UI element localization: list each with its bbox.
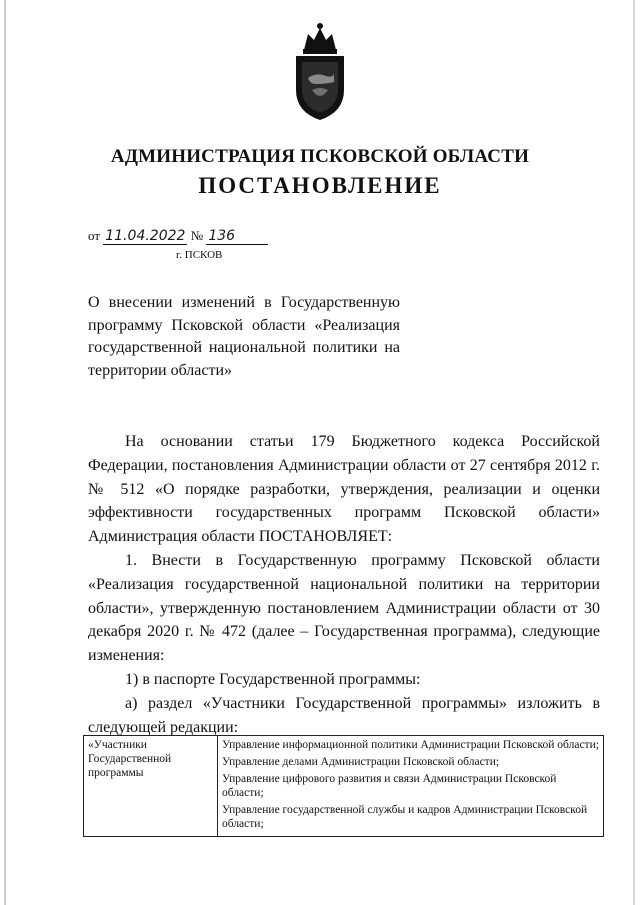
body-paragraph: На основании статьи 179 Бюджетного кодекса Российской Федерации, постановления Администрации области от 27 сентября 2012 г. № 512 «О порядке разработки, утверждения, реализации и оценки эффективности государственных программ Псковской области» Администрация области ПОСТАНОВЛЯЕТ: bbox=[88, 433, 600, 546]
body-paragraph: а) раздел «Участники Государственной программы» изложить в следующей редакции: bbox=[88, 694, 600, 736]
table-cell-label: «Участники Государственной программы bbox=[84, 736, 218, 837]
document-number: 136 bbox=[206, 228, 268, 245]
document-type-title: ПОСТАНОВЛЕНИЕ bbox=[198, 173, 442, 198]
document-subject: О внесении изменений в Государственную программу Псковской области «Реализация государственной национальной политики на территории области» bbox=[88, 294, 400, 379]
table-cell-participants bbox=[218, 736, 604, 837]
pskov-coat-of-arms-icon bbox=[286, 20, 354, 122]
list-item: Управление цифрового развития и связи Администрации Псковской области; bbox=[222, 773, 557, 799]
number-label: № bbox=[190, 228, 204, 243]
body-paragraph: 1. Внести в Государственную программу Псковской области «Реализация государственной национальной политики на территории области», утвержденную постановлением Администрации области от 30 декабря 2020 г. № 472 (далее – Государственная программа), следующие изменения: bbox=[88, 551, 600, 665]
scan-edge-right bbox=[633, 0, 635, 905]
scan-edge-left bbox=[4, 0, 6, 905]
table-row bbox=[84, 736, 604, 837]
document-date: 11.04.2022 bbox=[105, 228, 186, 244]
body-paragraph: 1) в паспорте Государственной программы: bbox=[125, 670, 421, 688]
city-label: г. ПСКОВ bbox=[176, 249, 223, 261]
list-item: Управление государственной службы и кадров Администрации Псковской области; bbox=[222, 804, 588, 830]
date-number-line bbox=[88, 228, 268, 245]
participants-table bbox=[83, 735, 604, 837]
from-label: от bbox=[88, 228, 101, 243]
document-body bbox=[88, 430, 600, 739]
list-item: Управление информационной политики Администрации Псковской области; bbox=[222, 739, 599, 751]
list-item: Управление делами Администрации Псковской области; bbox=[222, 756, 500, 768]
organization-title: АДМИНИСТРАЦИЯ ПСКОВСКОЙ ОБЛАСТИ bbox=[110, 146, 530, 167]
